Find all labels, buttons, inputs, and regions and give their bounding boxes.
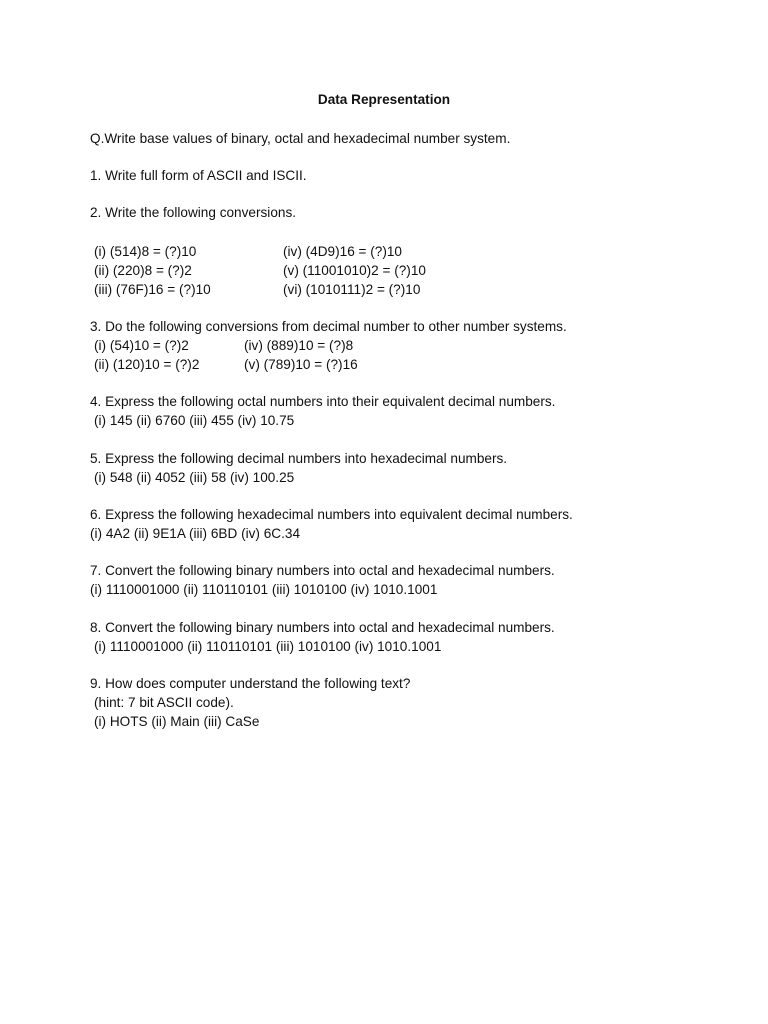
q9-parts: (i) HOTS (ii) Main (iii) CaSe — [94, 714, 260, 729]
question-3: 3. Do the following conversions from decimal number to other number systems. — [90, 319, 567, 334]
question-6: 6. Express the following hexadecimal numbers into equivalent decimal numbers. — [90, 507, 573, 522]
q3-item-right-1: (iv) (889)10 = (?)8 — [244, 338, 354, 353]
q3-item-right-2: (v) (789)10 = (?)16 — [244, 357, 358, 372]
q2-item-left-1: (i) (514)8 = (?)10 — [94, 244, 197, 259]
q3-item-left-2: (ii) (120)10 = (?)2 — [94, 357, 200, 372]
intro-question: Q.Write base values of binary, octal and hexadecimal number system. — [90, 131, 511, 146]
question-9: 9. How does computer understand the following text? — [90, 676, 411, 691]
q4-parts: (i) 145 (ii) 6760 (iii) 455 (iv) 10.75 — [94, 413, 295, 428]
q5-parts: (i) 548 (ii) 4052 (iii) 58 (iv) 100.25 — [94, 470, 295, 485]
q2-item-right-2: (v) (11001010)2 = (?)10 — [283, 263, 426, 278]
page-title: Data Representation — [317, 92, 451, 107]
q9-hint: (hint: 7 bit ASCII code). — [94, 695, 234, 710]
q6-parts: (i) 4A2 (ii) 9E1A (iii) 6BD (iv) 6C.34 — [90, 526, 300, 541]
q2-item-left-2: (ii) (220)8 = (?)2 — [94, 263, 192, 278]
question-8: 8. Convert the following binary numbers into octal and hexadecimal numbers. — [90, 620, 555, 635]
question-1: 1. Write full form of ASCII and ISCII. — [90, 168, 307, 183]
question-4: 4. Express the following octal numbers into their equivalent decimal numbers. — [90, 394, 556, 409]
q2-item-left-3: (iii) (76F)16 = (?)10 — [94, 282, 211, 297]
q3-item-left-1: (i) (54)10 = (?)2 — [94, 338, 189, 353]
q2-item-right-3: (vi) (1010111)2 = (?)10 — [283, 282, 421, 297]
question-2: 2. Write the following conversions. — [90, 205, 297, 220]
q7-parts: (i) 1110001000 (ii) 110110101 (iii) 1010100 (iv) 1010.1001 — [90, 582, 438, 597]
question-5: 5. Express the following decimal numbers into hexadecimal numbers. — [90, 451, 508, 466]
q2-item-right-1: (iv) (4D9)16 = (?)10 — [283, 244, 402, 259]
q8-parts: (i) 1110001000 (ii) 110110101 (iii) 1010100 (iv) 1010.1001 — [94, 639, 442, 654]
question-7: 7. Convert the following binary numbers into octal and hexadecimal numbers. — [90, 563, 555, 578]
